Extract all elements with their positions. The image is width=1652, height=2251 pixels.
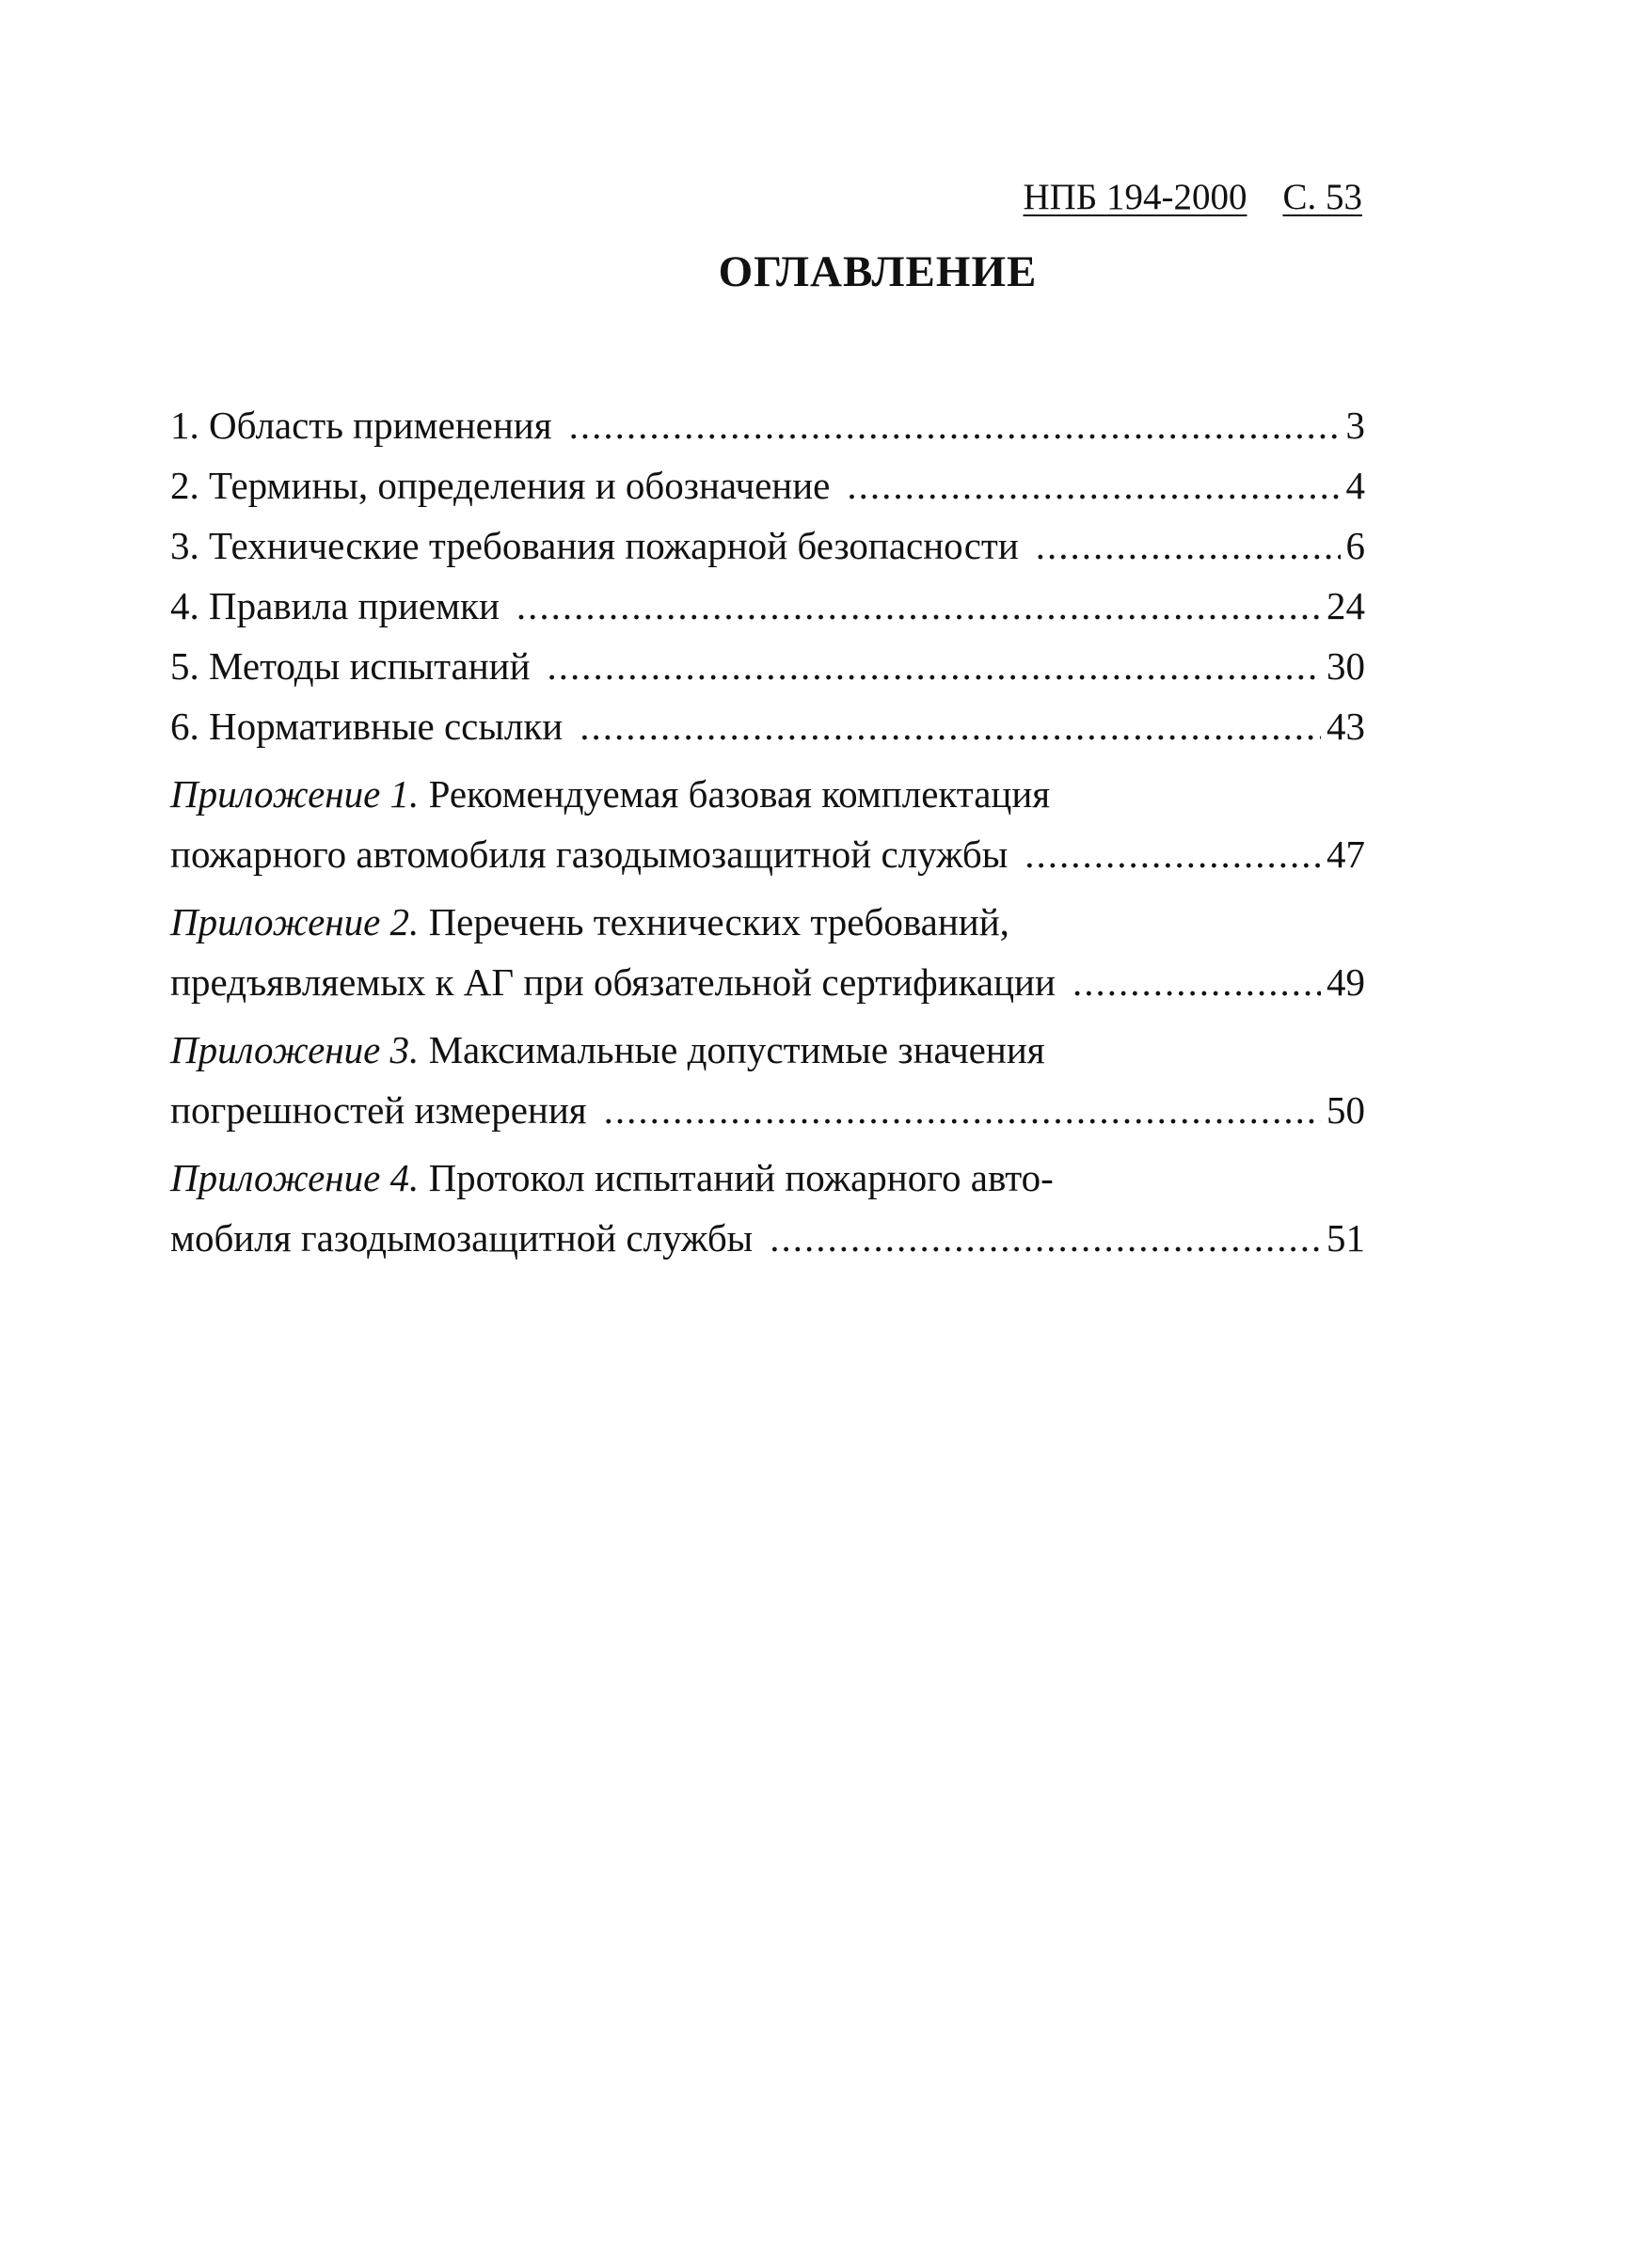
appendix-label: Приложение 1.: [170, 772, 420, 816]
toc-entry-title: Перечень технических требований,: [419, 900, 1009, 943]
toc-entry-title: 2. Термины, определения и обозначение: [170, 464, 831, 507]
dot-leader: [770, 1208, 1321, 1268]
toc-entry-4[interactable]: [170, 576, 1365, 636]
toc-entry-page: 49: [1326, 960, 1365, 1004]
dot-leader: [1036, 515, 1341, 576]
dot-leader: [847, 455, 1340, 515]
dot-leader: [548, 636, 1321, 696]
toc-entry-title-continued: мобиля газодымозащитной службы: [170, 1216, 754, 1260]
dot-leader: [580, 696, 1321, 756]
toc-entry-page: 30: [1326, 644, 1365, 688]
page-number: С. 53: [1282, 177, 1362, 217]
appendix-label: Приложение 2.: [170, 900, 420, 943]
toc-entry-page: 47: [1326, 832, 1365, 876]
dot-leader: [604, 1080, 1321, 1140]
dot-leader: [516, 576, 1321, 636]
toc-entry-title-continued: пожарного автомобиля газодымозащитной службы: [170, 832, 1009, 876]
toc-entry-page: 50: [1326, 1088, 1365, 1132]
toc-entry-3[interactable]: [170, 515, 1365, 576]
toc-entry-page: 51: [1326, 1216, 1365, 1260]
table-of-contents: [170, 395, 1365, 1268]
toc-entry-title: 1. Область применения: [170, 404, 552, 447]
appendix-label: Приложение 4.: [170, 1156, 420, 1199]
toc-entry-page: 4: [1345, 464, 1365, 507]
toc-entry-appendix-3[interactable]: [170, 1020, 1365, 1140]
toc-entry-title: 6. Нормативные ссылки: [170, 705, 564, 748]
toc-entry-title-continued: предъявляемых к АГ при обязательной сертификации: [170, 960, 1056, 1004]
page-header: [1024, 179, 1362, 215]
toc-entry-appendix-1[interactable]: [170, 764, 1365, 884]
toc-entry-page: 6: [1345, 524, 1365, 567]
toc-entry-5[interactable]: [170, 636, 1365, 696]
toc-entry-6[interactable]: [170, 696, 1365, 756]
toc-entry-page: 43: [1326, 705, 1365, 748]
toc-entry-appendix-2[interactable]: [170, 892, 1365, 1012]
toc-entry-title: Максимальные допустимые значения: [419, 1028, 1045, 1071]
appendix-label: Приложение 3.: [170, 1028, 420, 1071]
toc-entry-appendix-4[interactable]: [170, 1148, 1365, 1268]
toc-title: ОГЛАВЛЕНИЕ: [718, 247, 1038, 296]
toc-entry-page: 3: [1345, 404, 1365, 447]
toc-entry-title-continued: погрешностей измерения: [170, 1088, 587, 1132]
toc-entry-1[interactable]: [170, 395, 1365, 455]
dot-leader: [569, 395, 1341, 455]
toc-entry-title: Протокол испытаний пожарного авто-: [419, 1156, 1054, 1199]
toc-entry-title: Рекомендуемая базовая комплектация: [419, 772, 1051, 816]
toc-entry-2[interactable]: [170, 455, 1365, 515]
toc-entry-page: 24: [1326, 584, 1365, 627]
toc-entry-title: 3. Технические требования пожарной безопасности: [170, 524, 1019, 567]
toc-entry-title: 4. Правила приемки: [170, 584, 500, 627]
toc-entry-title: 5. Методы испытаний: [170, 644, 531, 688]
dot-leader: [1025, 824, 1321, 884]
document-code: НПБ 194-2000: [1023, 177, 1247, 217]
dot-leader: [1072, 952, 1321, 1012]
